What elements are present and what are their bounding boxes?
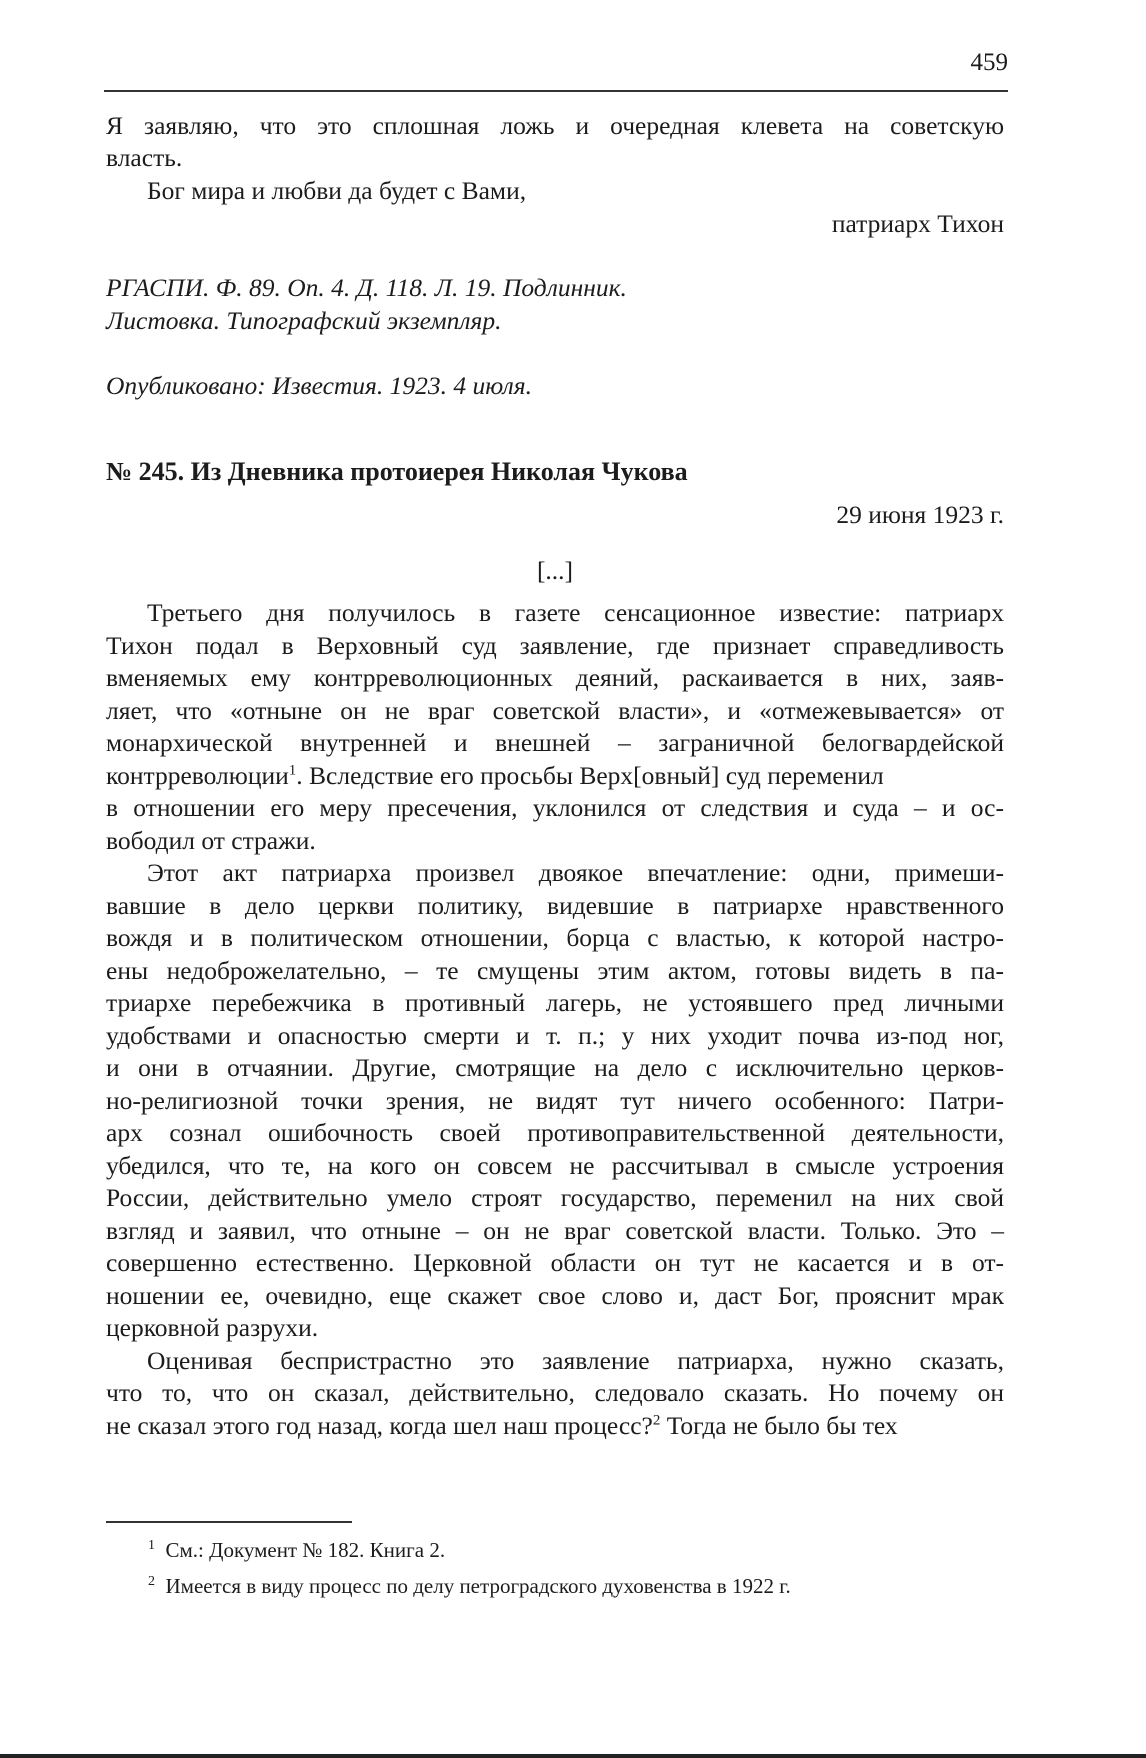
body-text: Тогда не было бы тех: [660, 1411, 898, 1440]
body-line: удобствами и опасностью смерти и т. п.; у них уходит почва из-под ног,: [106, 1021, 1004, 1050]
letter-line: Я заявляю, что это сплошная ложь и очередная клевета на советскую: [106, 111, 1004, 140]
document-date: 29 июня 1923 г.: [836, 500, 1004, 529]
body-line: церковной разрухи.: [106, 1313, 319, 1342]
body-line: вавшие в дело церкви политику, видевшие в патриархе нравственного: [106, 891, 1004, 920]
body-line: что то, что он сказал, действительно, следовало сказать. Но почему он: [106, 1378, 1004, 1407]
footnote-1: [148, 1536, 445, 1564]
body-line: Этот акт патриарха произвел двоякое впечатление: одни, примеши-: [147, 858, 1004, 887]
body-line: ношении ее, очевидно, еще скажет свое слово и, даст Бог, прояснит мрак: [106, 1281, 1004, 1310]
letter-line: Бог мира и любви да будет с Вами,: [147, 176, 527, 205]
body-line: триархе перебежчика в противный лагерь, не устоявшего пред личными: [106, 988, 1004, 1017]
body-line: [106, 760, 1004, 792]
document-title: № 245. Из Дневника протоиерея Николая Чукова: [106, 457, 688, 486]
page-number: 459: [970, 49, 1008, 76]
signature: патриарх Тихон: [831, 209, 1004, 238]
body-line: вободил от стражи.: [106, 826, 316, 855]
scan-edge: [0, 1754, 1146, 1758]
body-line: Третьего дня получилось в газете сенсационное известие: патриарх: [147, 598, 1004, 627]
footnote-2: [148, 1572, 791, 1600]
body-line: но-религиозной точки зрения, не видят тут ничего особенного: Патри-: [106, 1086, 1004, 1115]
body-line: России, действительно умело строят государство, переменил на них свой: [106, 1183, 1004, 1212]
archive-reference: РГАСПИ. Ф. 89. Оп. 4. Д. 118. Л. 19. Подлинник.: [106, 273, 627, 302]
body-line: убедился, что те, на кого он совсем не рассчитывал в смысле устроения: [106, 1151, 1004, 1180]
body-line: ляет, что «отныне он не враг советской власти», и «отмежевывается» от: [106, 696, 1004, 725]
footnote-divider: [106, 1521, 352, 1523]
body-line: вождя и в политическом отношении, борца с властью, к которой настро-: [106, 923, 1004, 952]
publication-note: Опубликовано: Известия. 1923. 4 июля.: [106, 371, 532, 400]
footnote-mark: 1: [148, 1538, 155, 1553]
footnote-text: Имеется в виду процесс по делу петроградского духовенства в 1922 г.: [165, 1574, 791, 1598]
body-line: ены недоброжелательно, – те смущены этим актом, готовы видеть в па-: [106, 956, 1004, 985]
footnote-ref: 1: [288, 762, 297, 779]
body-line: Оценивая беспристрастно это заявление патриарха, нужно сказать,: [147, 1346, 1004, 1375]
body-line: монархической внутренней и внешней – заграничной белогвардейской: [106, 728, 1004, 757]
body-line: и они в отчаянии. Другие, смотрящие на дело с исключительно церков-: [106, 1053, 1004, 1082]
body-line: взгляд и заявил, что отныне – он не враг советской власти. Только. Это –: [106, 1216, 1004, 1245]
body-text: контрреволюции: [106, 761, 289, 790]
body-line: [106, 1410, 1004, 1442]
footnote-ref: 2: [652, 1412, 661, 1429]
body-line: совершенно естественно. Церковной области он тут не касается и в от-: [106, 1248, 1004, 1277]
body-line: арх сознал ошибочность своей противоправительственной деятельности,: [106, 1118, 1004, 1147]
body-text: не сказал этого год назад, когда шел наш процесс?: [106, 1411, 653, 1440]
body-line: Тихон подал в Верховный суд заявление, где признает справедливость: [106, 631, 1004, 660]
archive-reference: Листовка. Типографский экземпляр.: [106, 306, 502, 335]
body-line: в отношении его меру пресечения, уклонился от следствия и суда – и ос-: [106, 793, 1004, 822]
footnote-text: См.: Документ № 182. Книга 2.: [165, 1538, 446, 1562]
body-line: вменяемых ему контрреволюционных деяний, раскаивается в них, заяв-: [106, 663, 1004, 692]
ellipsis-mark: [...]: [536, 556, 574, 585]
body-text: . Вследствие его просьбы Верх[овный] суд переменил: [296, 761, 884, 790]
letter-line: власть.: [106, 143, 183, 172]
header-divider: [104, 90, 1008, 92]
footnote-mark: 2: [148, 1574, 155, 1589]
